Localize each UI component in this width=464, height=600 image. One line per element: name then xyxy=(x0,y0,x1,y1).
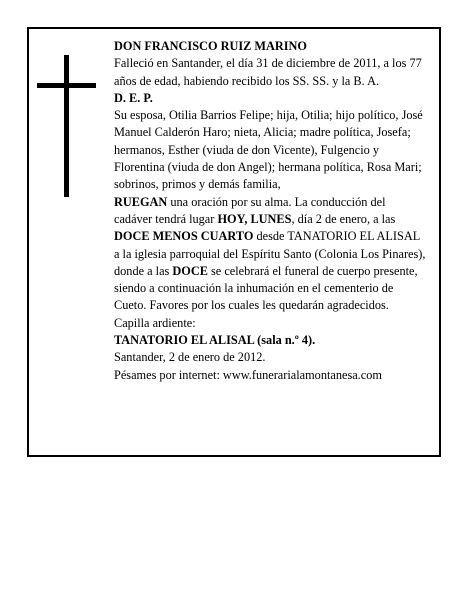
cross-icon-crossbar xyxy=(37,83,96,88)
chapel-location: TANATORIO EL ALISAL (sala n.º 4). xyxy=(114,333,316,348)
death-info: Falleció en Santander, el día 31 de diciembre de 2011, a los 77 años de edad, habiendo recibido los SS. SS. y la B. A. xyxy=(114,56,422,88)
request-text-4: se celebrará el funeral de cuerpo presente, siendo a continuación la inhumación en el cementerio de Cueto. Favores por los cuales les quedarán agradecidos. Capilla ardiente: xyxy=(114,263,418,330)
doce-menos-cuarto: DOCE MENOS CUARTO xyxy=(114,229,254,244)
obituary-text xyxy=(114,38,426,384)
funeral-request xyxy=(114,194,426,332)
request-text-3: desde TANATORIO EL ALISAL a la iglesia parroquial del Espíritu Santo (Colonia Los Pinares), donde a las xyxy=(114,229,426,278)
hoy-lunes: HOY, LUNES xyxy=(217,211,292,226)
place-date: Santander, 2 de enero de 2012. xyxy=(114,350,266,365)
cross-icon xyxy=(64,55,69,197)
condolences-website: Pésames por internet: www.funerarialamontanesa.com xyxy=(114,367,382,382)
rip-heading: D. E. P. xyxy=(114,90,153,105)
request-text-1: una oración por su alma. La conducción del cadáver tendrá lugar xyxy=(114,194,386,226)
family-list: Su esposa, Otilia Barrios Felipe; hija, Otilia; hijo político, José Manuel Calderón Haro; nieta, Alicia; madre política, Josefa; hermanos, Esther (viuda de don Vicente), Fulgencio y Florentina (viuda de don Angel); hermana política, Rosa Mari; sobrinos, primos y demás familia, xyxy=(114,108,423,192)
deceased-name: DON FRANCISCO RUIZ MARINO xyxy=(114,39,307,53)
ruegan-label: RUEGAN xyxy=(114,194,168,209)
doce: DOCE xyxy=(172,263,208,278)
request-text-2: , día 2 de enero, a las xyxy=(291,211,396,226)
